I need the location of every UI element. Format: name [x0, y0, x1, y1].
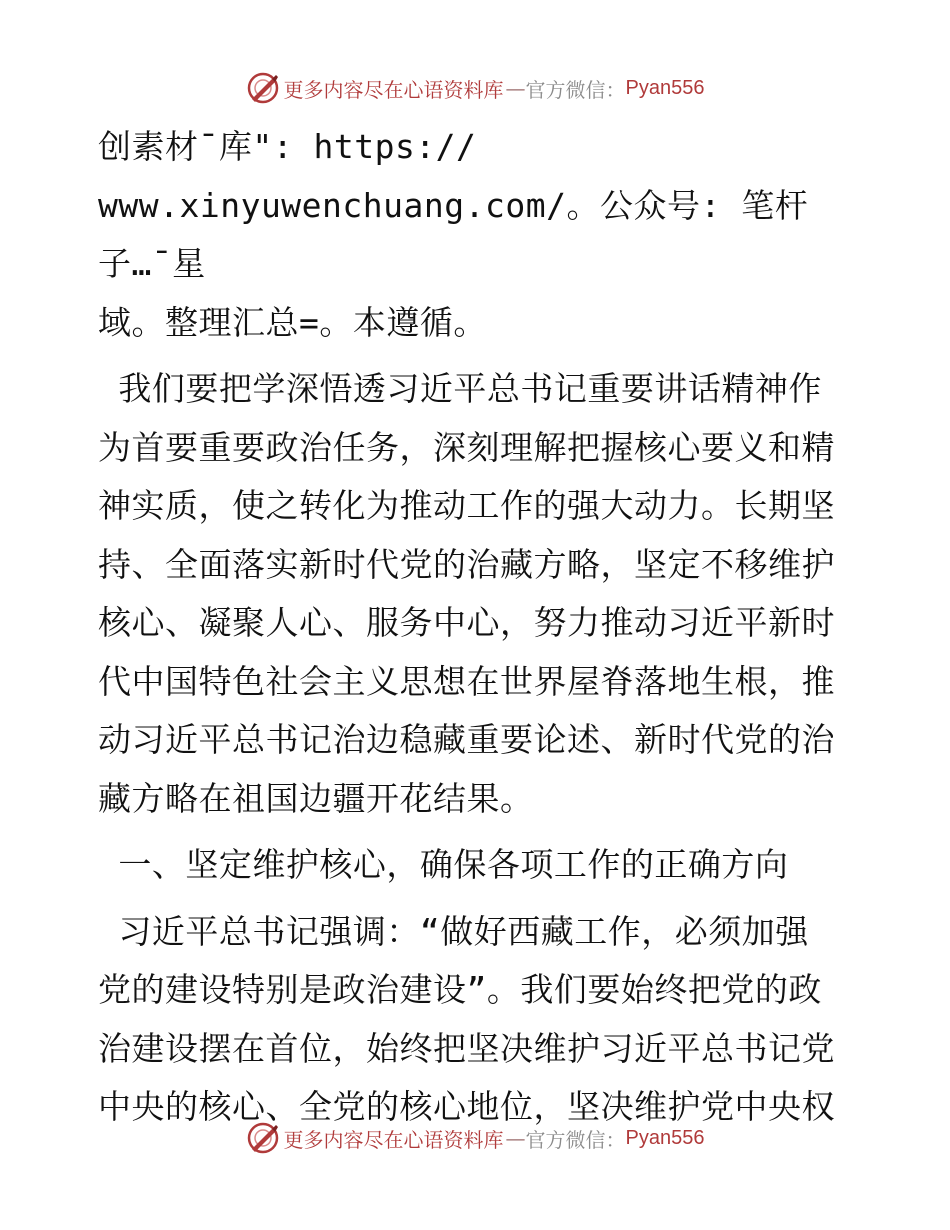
text-line-15: 治建设摆在首位，始终把坚决维护习近平总书记党 [98, 1028, 835, 1068]
text-line-3: 域。整理汇总=。本遵循。 [98, 302, 487, 342]
text-line-6: 神实质，使之转化为推动工作的强大动力。长期坚 [98, 486, 835, 525]
pen-logo-icon [246, 1121, 280, 1155]
document-body [98, 118, 858, 1137]
banner-wechat-id: Pyan556 [625, 76, 705, 99]
text-line-1: 创素材¯库": https:// [98, 127, 477, 166]
text-line-14: 党的建设特别是政治建设”。我们要始终把党的政 [98, 970, 822, 1009]
pen-logo-icon [246, 71, 280, 105]
footer-watermark-banner [0, 1118, 950, 1158]
banner-library-text: 更多内容尽在心语资料库 [283, 1127, 504, 1152]
banner-library-text: 更多内容尽在心语资料库 [283, 77, 504, 102]
text-line-16: 中央的核心、全党的核心地位，坚决维护党中央权 [98, 1087, 835, 1126]
banner-dash: — [505, 1126, 524, 1150]
text-line-10: 动习近平总书记治边稳藏重要论述、新时代党的治 [98, 720, 835, 759]
text-line-2: www.xinyuwenchuang.com/。公众号: 笔杆子…¯星 [98, 185, 809, 283]
text-line-5: 为首要重要政治任务，深刻理解把握核心要义和精 [98, 427, 835, 467]
banner-dash: — [505, 76, 524, 100]
banner-wechat-id: Pyan556 [625, 1126, 705, 1149]
header-watermark-banner [0, 68, 950, 108]
text-line-11: 藏方略在祖国边疆开花结果。 [98, 778, 534, 818]
section-heading: 一、坚定维护核心，确保各项工作的正确方向 [98, 845, 789, 884]
text-line-4: 我们要把学深悟透习近平总书记重要讲话精神作 [98, 369, 822, 408]
banner-wechat-label: 官方微信： [525, 1127, 626, 1152]
text-line-8: 核心、凝聚人心、服务中心，努力推动习近平新时 [98, 603, 835, 642]
text-line-9: 代中国特色社会主义思想在世界屋脊落地生根，推 [98, 661, 835, 701]
text-line-7: 持、全面落实新时代党的治藏方略，坚定不移维护 [98, 544, 835, 584]
banner-wechat-label: 官方微信： [525, 77, 626, 102]
text-line-13: 习近平总书记强调：“做好西藏工作，必须加强 [98, 911, 809, 951]
